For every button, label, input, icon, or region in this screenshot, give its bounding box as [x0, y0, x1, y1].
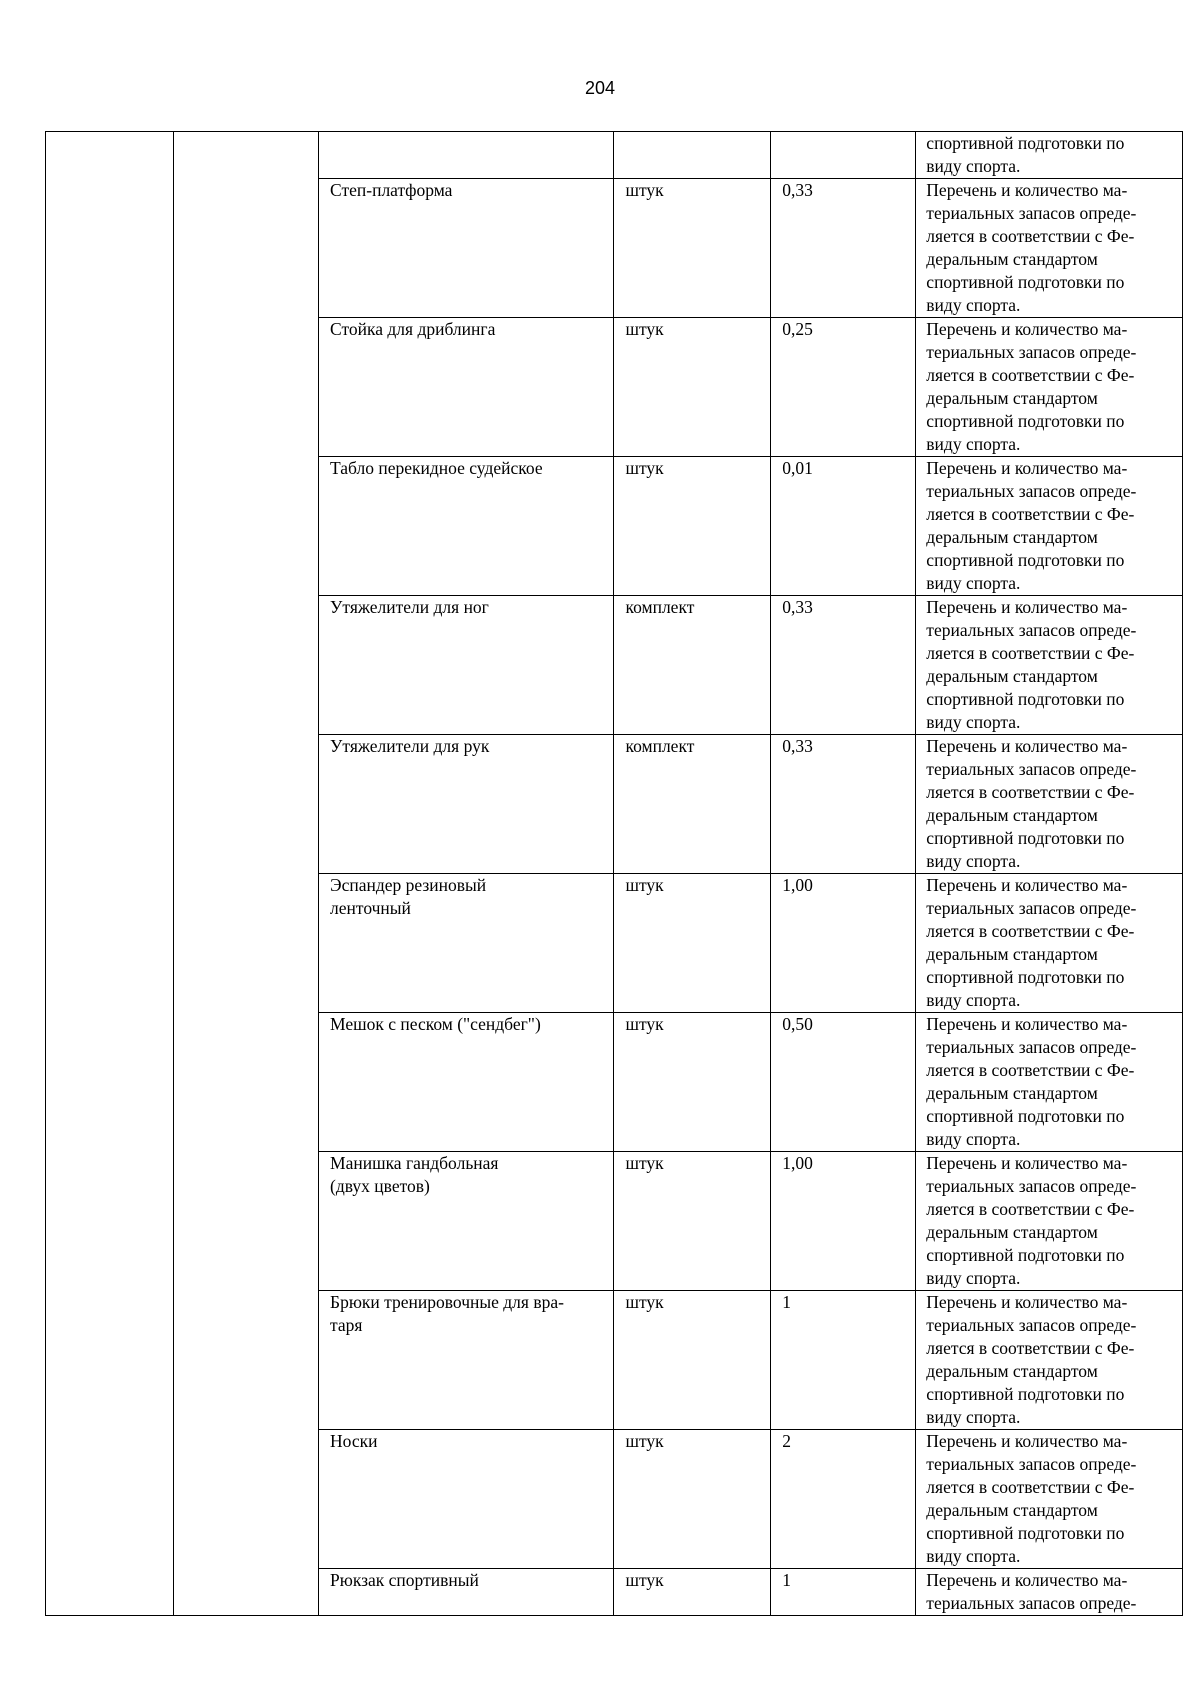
empty-column-2 [173, 132, 318, 1616]
quantity-cell [771, 874, 916, 1013]
quantity-cell [771, 1291, 916, 1430]
quantity-text: 0,33 [782, 736, 813, 756]
unit-text: штук [625, 1292, 664, 1312]
note-cell [916, 1152, 1183, 1291]
note-text: Перечень и количество ма- териальных запасов опреде- ляется в соответствии с Фе- деральным стандартом спортивной подготовки по виду спорта. [926, 1153, 1137, 1288]
quantity-cell [771, 179, 916, 318]
quantity-cell [771, 1430, 916, 1569]
note-cell [916, 318, 1183, 457]
note-text: Перечень и количество ма- териальных запасов опреде- [926, 1570, 1137, 1613]
item-name-cell [319, 874, 614, 1013]
item-name-text: Манишка гандбольная (двух цветов) [330, 1153, 499, 1196]
unit-text: штук [625, 1570, 664, 1590]
quantity-text: 1 [782, 1292, 791, 1312]
quantity-cell [771, 457, 916, 596]
unit-text: комплект [625, 597, 695, 617]
item-name-text: Табло перекидное судейское [330, 458, 543, 478]
unit-cell [614, 1152, 771, 1291]
unit-text: штук [625, 180, 664, 200]
note-text: Перечень и количество ма- териальных запасов опреде- ляется в соответствии с Фе- деральным стандартом спортивной подготовки по виду спорта. [926, 1431, 1137, 1566]
unit-cell [614, 1291, 771, 1430]
note-cell [916, 1569, 1183, 1616]
empty-column-1 [46, 132, 174, 1616]
unit-cell [614, 179, 771, 318]
item-name-text: Рюкзак спортивный [330, 1570, 479, 1590]
item-name-cell [319, 1430, 614, 1569]
note-cell [916, 1291, 1183, 1430]
note-cell [916, 179, 1183, 318]
note-text: Перечень и количество ма- териальных запасов опреде- ляется в соответствии с Фе- деральным стандартом спортивной подготовки по виду спорта. [926, 319, 1137, 454]
quantity-cell [771, 735, 916, 874]
note-text: Перечень и количество ма- териальных запасов опреде- ляется в соответствии с Фе- деральным стандартом спортивной подготовки по виду спорта. [926, 1292, 1137, 1427]
unit-cell [614, 1569, 771, 1616]
unit-cell [614, 874, 771, 1013]
quantity-text: 0,33 [782, 180, 813, 200]
unit-text: штук [625, 1153, 664, 1173]
unit-cell [614, 1013, 771, 1152]
note-text: Перечень и количество ма- териальных запасов опреде- ляется в соответствии с Фе- деральным стандартом спортивной подготовки по виду спорта. [926, 875, 1137, 1010]
table-body [46, 132, 1183, 1616]
quantity-cell [771, 132, 916, 179]
unit-text: штук [625, 319, 664, 339]
note-text: спортивной подготовки по виду спорта. [926, 133, 1125, 176]
quantity-text: 0,01 [782, 458, 813, 478]
item-name-cell [319, 318, 614, 457]
equipment-table [45, 131, 1183, 1616]
item-name-cell [319, 735, 614, 874]
quantity-cell [771, 318, 916, 457]
quantity-cell [771, 1569, 916, 1616]
note-cell [916, 874, 1183, 1013]
unit-cell [614, 596, 771, 735]
note-cell [916, 132, 1183, 179]
unit-text: штук [625, 1014, 664, 1034]
quantity-text: 2 [782, 1431, 791, 1451]
unit-cell [614, 1430, 771, 1569]
item-name-cell [319, 1152, 614, 1291]
item-name-cell [319, 1569, 614, 1616]
note-text: Перечень и количество ма- териальных запасов опреде- ляется в соответствии с Фе- деральным стандартом спортивной подготовки по виду спорта. [926, 180, 1137, 315]
item-name-cell [319, 1013, 614, 1152]
quantity-cell [771, 1152, 916, 1291]
item-name-text: Мешок с песком ("сендбег") [330, 1014, 541, 1034]
item-name-text: Носки [330, 1431, 378, 1451]
page-number: 204 [584, 78, 616, 98]
unit-text: штук [625, 875, 664, 895]
item-name-cell [319, 1291, 614, 1430]
note-cell [916, 735, 1183, 874]
quantity-text: 1,00 [782, 1153, 813, 1173]
unit-text: комплект [625, 736, 695, 756]
item-name-cell [319, 457, 614, 596]
unit-cell [614, 457, 771, 596]
note-text: Перечень и количество ма- териальных запасов опреде- ляется в соответствии с Фе- деральным стандартом спортивной подготовки по виду спорта. [926, 597, 1137, 732]
unit-text: штук [625, 458, 664, 478]
item-name-text: Утяжелители для рук [330, 736, 490, 756]
unit-cell [614, 318, 771, 457]
item-name-text: Эспандер резиновый ленточный [330, 875, 487, 918]
item-name-text: Стойка для дриблинга [330, 319, 496, 339]
quantity-text: 0,25 [782, 319, 813, 339]
note-cell [916, 1013, 1183, 1152]
unit-text: штук [625, 1431, 664, 1451]
note-text: Перечень и количество ма- териальных запасов опреде- ляется в соответствии с Фе- деральным стандартом спортивной подготовки по виду спорта. [926, 736, 1137, 871]
note-cell [916, 596, 1183, 735]
item-name-text: Степ-платформа [330, 180, 453, 200]
table-row-continued [46, 132, 1183, 179]
note-cell [916, 1430, 1183, 1569]
quantity-text: 1 [782, 1570, 791, 1590]
quantity-cell [771, 596, 916, 735]
item-name-text: Утяжелители для ног [330, 597, 489, 617]
note-text: Перечень и количество ма- териальных запасов опреде- ляется в соответствии с Фе- деральным стандартом спортивной подготовки по виду спорта. [926, 458, 1137, 593]
note-cell [916, 457, 1183, 596]
item-name-cell [319, 132, 614, 179]
quantity-text: 0,50 [782, 1014, 813, 1034]
quantity-cell [771, 1013, 916, 1152]
note-text: Перечень и количество ма- териальных запасов опреде- ляется в соответствии с Фе- деральным стандартом спортивной подготовки по виду спорта. [926, 1014, 1137, 1149]
quantity-text: 0,33 [782, 597, 813, 617]
item-name-text: Брюки тренировочные для вра- таря [330, 1292, 564, 1335]
quantity-text: 1,00 [782, 875, 813, 895]
item-name-cell [319, 596, 614, 735]
item-name-cell [319, 179, 614, 318]
unit-cell [614, 735, 771, 874]
unit-cell [614, 132, 771, 179]
